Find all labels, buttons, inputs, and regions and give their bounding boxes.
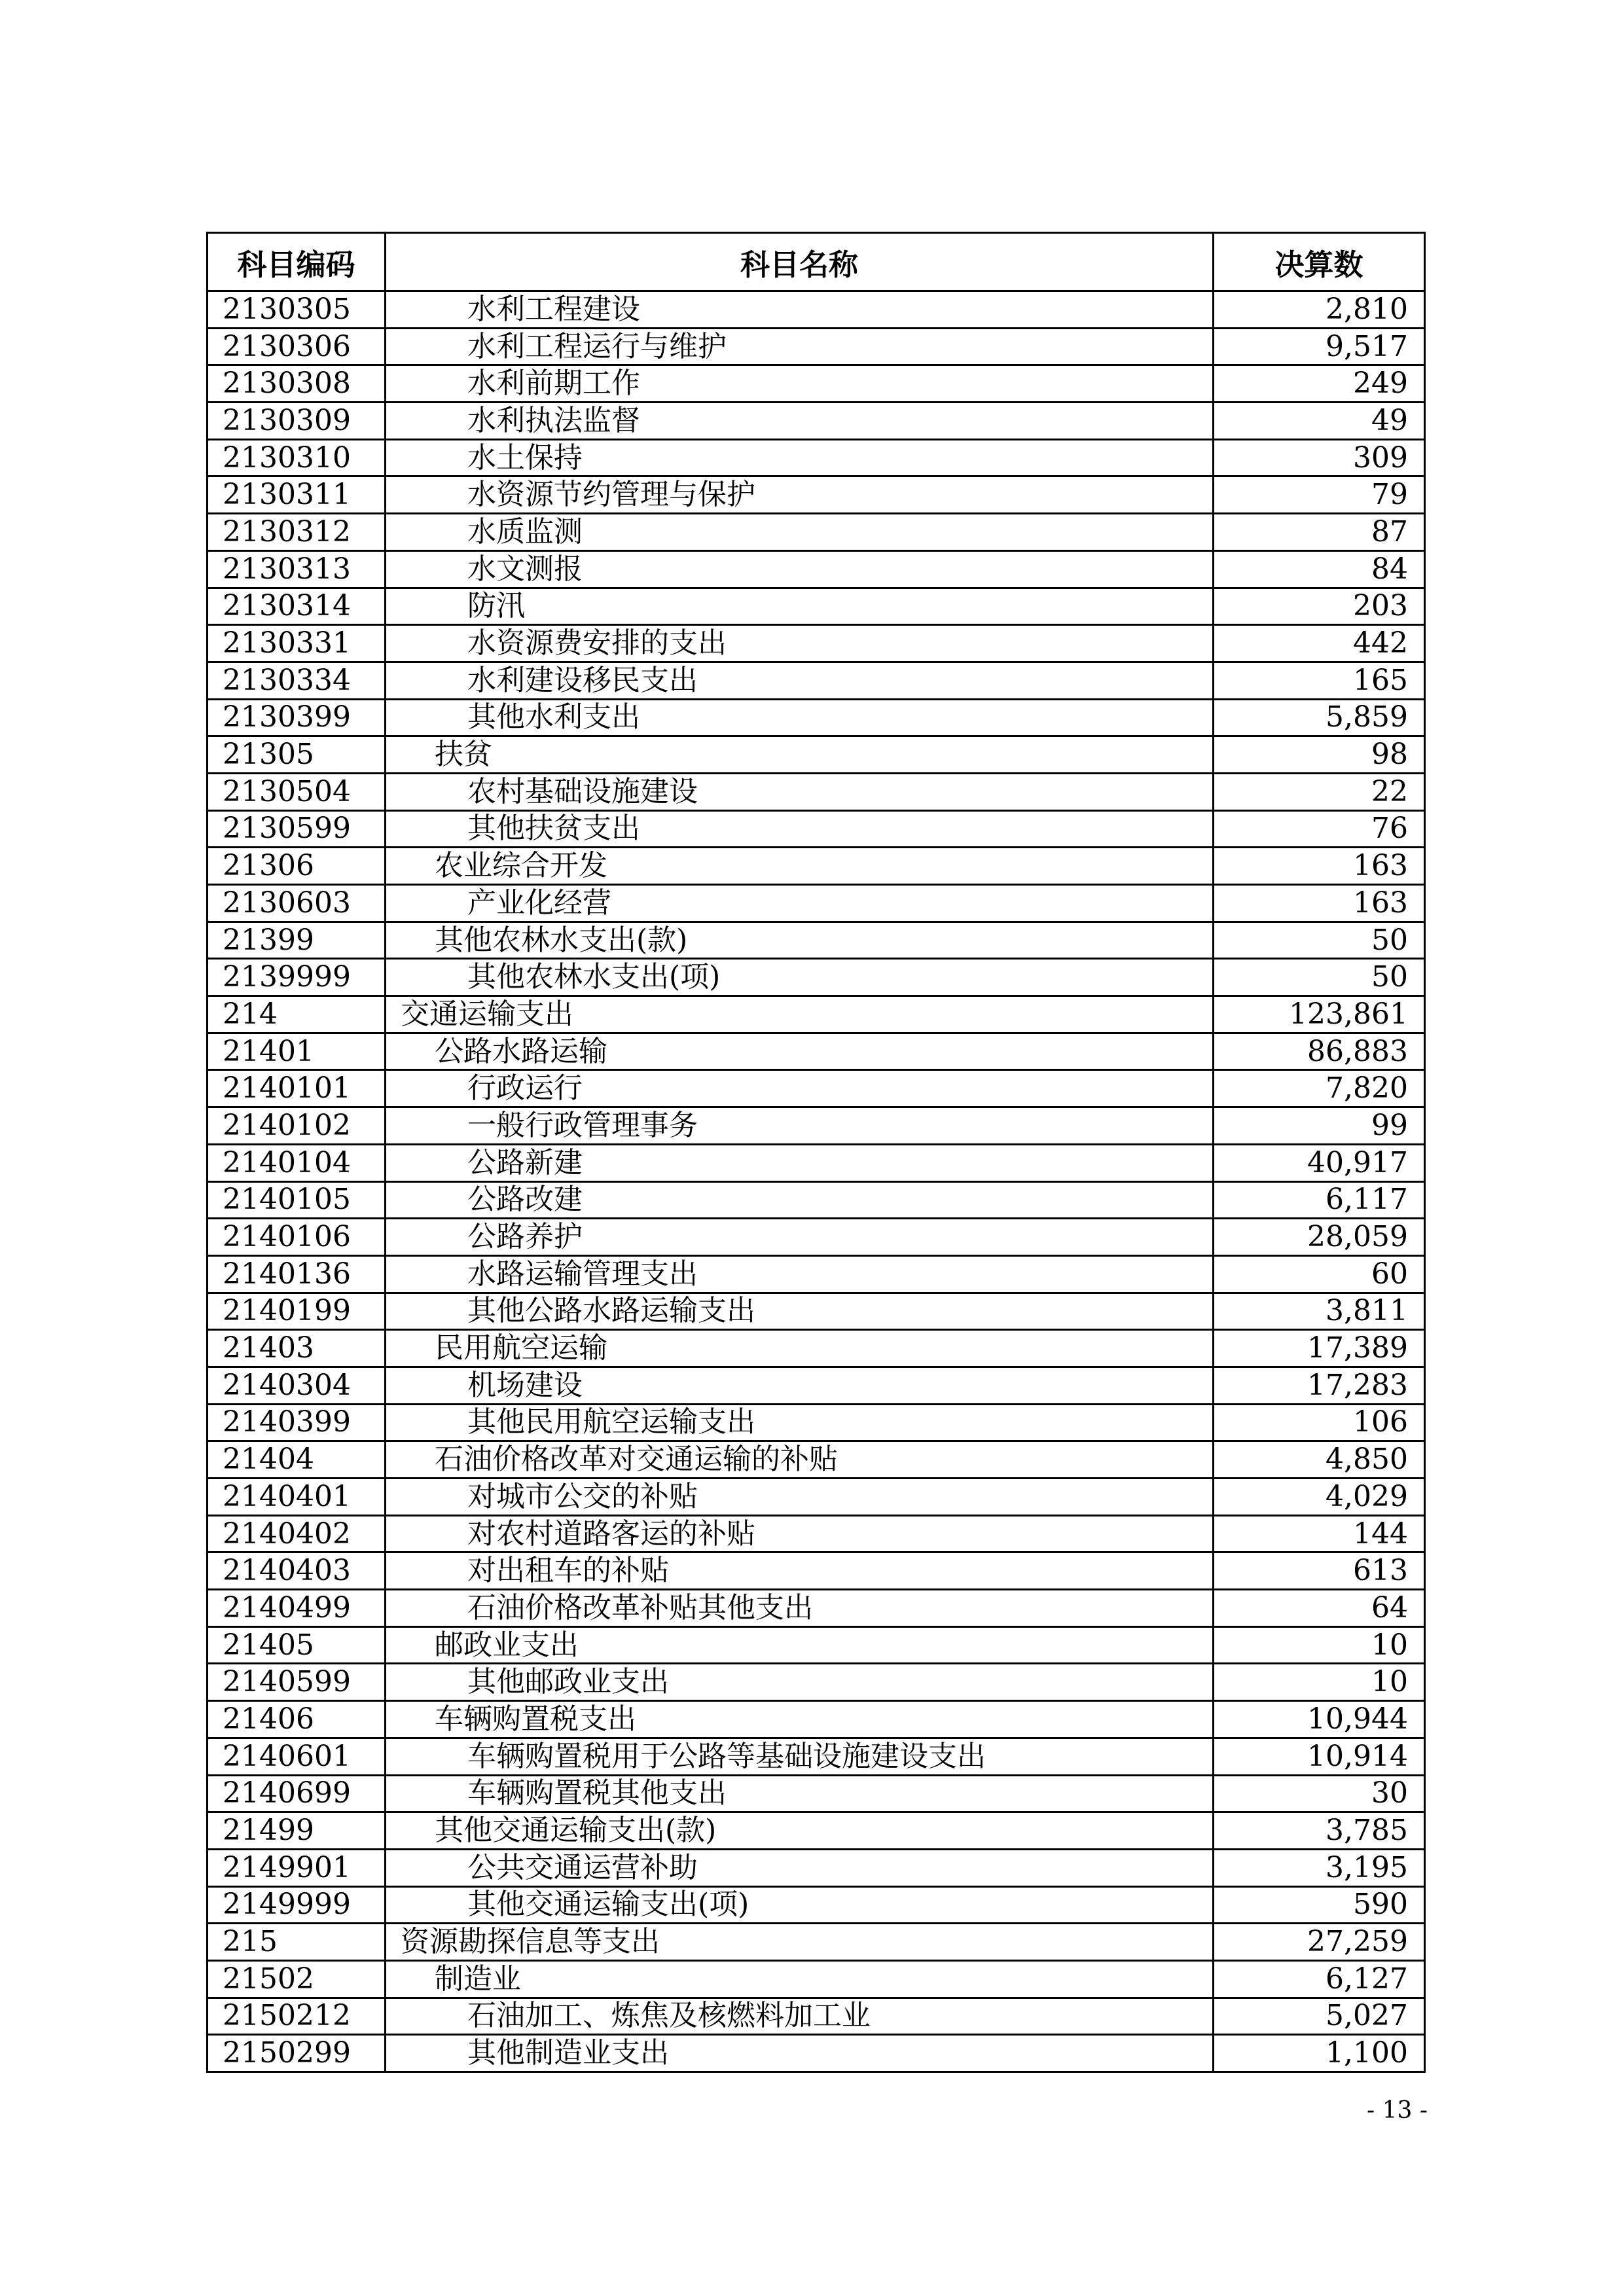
row-name: 石油价格改革补贴其他支出 <box>386 1590 1214 1627</box>
row-code: 2150212 <box>208 1998 386 2035</box>
row-code: 2140499 <box>208 1590 386 1627</box>
row-name: 其他公路水路运输支出 <box>386 1293 1214 1330</box>
row-name: 水土保持 <box>386 439 1214 476</box>
row-amount: 98 <box>1214 736 1425 774</box>
table-row <box>208 773 1425 810</box>
row-name: 水资源节约管理与保护 <box>386 476 1214 514</box>
table-row <box>208 439 1425 476</box>
row-code: 2140399 <box>208 1404 386 1441</box>
row-code: 2149999 <box>208 1886 386 1924</box>
row-code: 2140402 <box>208 1515 386 1552</box>
row-code: 2130313 <box>208 550 386 588</box>
row-name: 水利工程建设 <box>386 291 1214 329</box>
row-name: 公路水路运输 <box>386 1033 1214 1070</box>
row-code: 21305 <box>208 736 386 774</box>
table-row <box>208 1219 1425 1256</box>
table-row <box>208 403 1425 440</box>
row-name: 对出租车的补贴 <box>386 1552 1214 1590</box>
row-amount: 30 <box>1214 1775 1425 1812</box>
row-name: 机场建设 <box>386 1367 1214 1404</box>
row-name: 产业化经营 <box>386 885 1214 922</box>
row-amount: 5,859 <box>1214 699 1425 736</box>
row-code: 2140599 <box>208 1664 386 1701</box>
row-name: 其他水利支出 <box>386 699 1214 736</box>
row-name: 公路养护 <box>386 1219 1214 1256</box>
table-row <box>208 996 1425 1033</box>
row-amount: 442 <box>1214 625 1425 662</box>
row-amount: 99 <box>1214 1107 1425 1145</box>
row-code: 2130603 <box>208 885 386 922</box>
table-row <box>208 1033 1425 1070</box>
table-row <box>208 1924 1425 1961</box>
table-row <box>208 1255 1425 1293</box>
table-row <box>208 1812 1425 1850</box>
header-amount: 决算数 <box>1214 233 1425 291</box>
table-row <box>208 1404 1425 1441</box>
row-code: 2140401 <box>208 1479 386 1516</box>
row-name: 其他民用航空运输支出 <box>386 1404 1214 1441</box>
row-amount: 22 <box>1214 773 1425 810</box>
row-name: 交通运输支出 <box>386 996 1214 1033</box>
row-amount: 86,883 <box>1214 1033 1425 1070</box>
row-code: 21405 <box>208 1626 386 1664</box>
row-amount: 163 <box>1214 885 1425 922</box>
row-code: 2140101 <box>208 1070 386 1107</box>
row-code: 2130599 <box>208 810 386 848</box>
row-amount: 3,195 <box>1214 1849 1425 1886</box>
row-name: 防汛 <box>386 588 1214 625</box>
table-row <box>208 328 1425 365</box>
table-row <box>208 1775 1425 1812</box>
header-row <box>208 233 1425 291</box>
row-name: 车辆购置税其他支出 <box>386 1775 1214 1812</box>
budget-table <box>206 232 1426 2073</box>
table-row <box>208 2035 1425 2072</box>
row-code: 2140699 <box>208 1775 386 1812</box>
table-row <box>208 885 1425 922</box>
row-amount: 6,117 <box>1214 1181 1425 1219</box>
row-name: 资源勘探信息等支出 <box>386 1924 1214 1961</box>
table-row <box>208 550 1425 588</box>
row-amount: 123,861 <box>1214 996 1425 1033</box>
row-code: 2150299 <box>208 2035 386 2072</box>
row-name: 行政运行 <box>386 1070 1214 1107</box>
row-amount: 10,944 <box>1214 1701 1425 1738</box>
row-amount: 17,283 <box>1214 1367 1425 1404</box>
row-name: 石油价格改革对交通运输的补贴 <box>386 1441 1214 1479</box>
table-row <box>208 699 1425 736</box>
table-row <box>208 1590 1425 1627</box>
row-name: 农业综合开发 <box>386 848 1214 885</box>
row-amount: 163 <box>1214 848 1425 885</box>
table-row <box>208 959 1425 996</box>
row-code: 2140601 <box>208 1738 386 1775</box>
row-amount: 10 <box>1214 1626 1425 1664</box>
table-header <box>208 233 1425 291</box>
row-name: 水路运输管理支出 <box>386 1255 1214 1293</box>
table-row <box>208 1738 1425 1775</box>
row-amount: 28,059 <box>1214 1219 1425 1256</box>
row-code: 21502 <box>208 1960 386 1998</box>
row-code: 2130309 <box>208 403 386 440</box>
row-name: 对农村道路客运的补贴 <box>386 1515 1214 1552</box>
row-code: 2130334 <box>208 662 386 699</box>
table-row <box>208 662 1425 699</box>
row-amount: 40,917 <box>1214 1144 1425 1181</box>
row-name: 车辆购置税用于公路等基础设施建设支出 <box>386 1738 1214 1775</box>
row-amount: 4,029 <box>1214 1479 1425 1516</box>
row-name: 其他邮政业支出 <box>386 1664 1214 1701</box>
row-code: 21406 <box>208 1701 386 1738</box>
row-name: 其他交通运输支出(款) <box>386 1812 1214 1850</box>
table-row <box>208 1293 1425 1330</box>
row-name: 其他扶贫支出 <box>386 810 1214 848</box>
row-code: 2140104 <box>208 1144 386 1181</box>
row-amount: 4,850 <box>1214 1441 1425 1479</box>
table-row <box>208 1664 1425 1701</box>
table-row <box>208 1998 1425 2035</box>
table-row <box>208 1107 1425 1145</box>
row-amount: 9,517 <box>1214 328 1425 365</box>
table-row <box>208 1626 1425 1664</box>
row-amount: 84 <box>1214 550 1425 588</box>
table-row <box>208 625 1425 662</box>
row-code: 2130399 <box>208 699 386 736</box>
table-row <box>208 922 1425 959</box>
row-code: 2130312 <box>208 514 386 551</box>
row-code: 214 <box>208 996 386 1033</box>
row-name: 水利工程运行与维护 <box>386 328 1214 365</box>
row-amount: 613 <box>1214 1552 1425 1590</box>
table-body <box>208 291 1425 2072</box>
table-row <box>208 810 1425 848</box>
row-name: 水质监测 <box>386 514 1214 551</box>
row-amount: 3,785 <box>1214 1812 1425 1850</box>
row-amount: 590 <box>1214 1886 1425 1924</box>
row-code: 2140403 <box>208 1552 386 1590</box>
row-code: 2130504 <box>208 773 386 810</box>
table-row <box>208 1552 1425 1590</box>
row-amount: 49 <box>1214 403 1425 440</box>
row-name: 邮政业支出 <box>386 1626 1214 1664</box>
row-amount: 1,100 <box>1214 2035 1425 2072</box>
row-amount: 3,811 <box>1214 1293 1425 1330</box>
table-row <box>208 736 1425 774</box>
row-amount: 165 <box>1214 662 1425 699</box>
table-row <box>208 1330 1425 1367</box>
row-name: 水利执法监督 <box>386 403 1214 440</box>
row-amount: 76 <box>1214 810 1425 848</box>
row-amount: 144 <box>1214 1515 1425 1552</box>
row-amount: 2,810 <box>1214 291 1425 329</box>
row-name: 其他交通运输支出(项) <box>386 1886 1214 1924</box>
row-amount: 50 <box>1214 922 1425 959</box>
row-code: 21404 <box>208 1441 386 1479</box>
row-amount: 106 <box>1214 1404 1425 1441</box>
row-code: 2149901 <box>208 1849 386 1886</box>
row-name: 制造业 <box>386 1960 1214 1998</box>
row-code: 2140304 <box>208 1367 386 1404</box>
table-row <box>208 1886 1425 1924</box>
row-amount: 309 <box>1214 439 1425 476</box>
row-name: 农村基础设施建设 <box>386 773 1214 810</box>
row-amount: 5,027 <box>1214 1998 1425 2035</box>
row-code: 2130311 <box>208 476 386 514</box>
table-row <box>208 1441 1425 1479</box>
table-row <box>208 1515 1425 1552</box>
row-code: 2139999 <box>208 959 386 996</box>
row-amount: 27,259 <box>1214 1924 1425 1961</box>
table-row <box>208 1070 1425 1107</box>
row-code: 2140106 <box>208 1219 386 1256</box>
row-code: 2140105 <box>208 1181 386 1219</box>
table-row <box>208 1181 1425 1219</box>
row-name: 一般行政管理事务 <box>386 1107 1214 1145</box>
row-name: 其他农林水支出(项) <box>386 959 1214 996</box>
row-code: 21306 <box>208 848 386 885</box>
row-name: 对城市公交的补贴 <box>386 1479 1214 1516</box>
table-row <box>208 1144 1425 1181</box>
row-code: 2130305 <box>208 291 386 329</box>
table-row <box>208 1479 1425 1516</box>
row-name: 公共交通运营补助 <box>386 1849 1214 1886</box>
row-code: 2130314 <box>208 588 386 625</box>
table-row <box>208 291 1425 329</box>
row-name: 公路新建 <box>386 1144 1214 1181</box>
table-row <box>208 1701 1425 1738</box>
row-code: 21403 <box>208 1330 386 1367</box>
row-name: 公路改建 <box>386 1181 1214 1219</box>
row-amount: 60 <box>1214 1255 1425 1293</box>
page-number: - 13 - <box>1366 2097 1428 2124</box>
table-row <box>208 1367 1425 1404</box>
row-amount: 10 <box>1214 1664 1425 1701</box>
row-name: 水利前期工作 <box>386 365 1214 403</box>
row-amount: 87 <box>1214 514 1425 551</box>
row-name: 扶贫 <box>386 736 1214 774</box>
row-code: 21499 <box>208 1812 386 1850</box>
row-name: 水文测报 <box>386 550 1214 588</box>
row-code: 21401 <box>208 1033 386 1070</box>
row-name: 水利建设移民支出 <box>386 662 1214 699</box>
row-amount: 203 <box>1214 588 1425 625</box>
row-name: 石油加工、炼焦及核燃料加工业 <box>386 1998 1214 2035</box>
row-code: 2140199 <box>208 1293 386 1330</box>
row-amount: 6,127 <box>1214 1960 1425 1998</box>
table-row <box>208 1849 1425 1886</box>
row-amount: 7,820 <box>1214 1070 1425 1107</box>
header-name: 科目名称 <box>386 233 1214 291</box>
table-row <box>208 1960 1425 1998</box>
row-amount: 10,914 <box>1214 1738 1425 1775</box>
table-row <box>208 365 1425 403</box>
row-name: 水资源费安排的支出 <box>386 625 1214 662</box>
row-code: 215 <box>208 1924 386 1961</box>
row-code: 2130331 <box>208 625 386 662</box>
row-amount: 249 <box>1214 365 1425 403</box>
row-code: 21399 <box>208 922 386 959</box>
table-row <box>208 476 1425 514</box>
row-code: 2140136 <box>208 1255 386 1293</box>
row-code: 2130308 <box>208 365 386 403</box>
row-amount: 17,389 <box>1214 1330 1425 1367</box>
table-row <box>208 588 1425 625</box>
row-name: 民用航空运输 <box>386 1330 1214 1367</box>
row-name: 车辆购置税支出 <box>386 1701 1214 1738</box>
table-row <box>208 848 1425 885</box>
row-amount: 64 <box>1214 1590 1425 1627</box>
row-amount: 79 <box>1214 476 1425 514</box>
row-code: 2140102 <box>208 1107 386 1145</box>
row-code: 2130306 <box>208 328 386 365</box>
table-row <box>208 514 1425 551</box>
row-name: 其他制造业支出 <box>386 2035 1214 2072</box>
header-code: 科目编码 <box>208 233 386 291</box>
row-name: 其他农林水支出(款) <box>386 922 1214 959</box>
row-amount: 50 <box>1214 959 1425 996</box>
row-code: 2130310 <box>208 439 386 476</box>
